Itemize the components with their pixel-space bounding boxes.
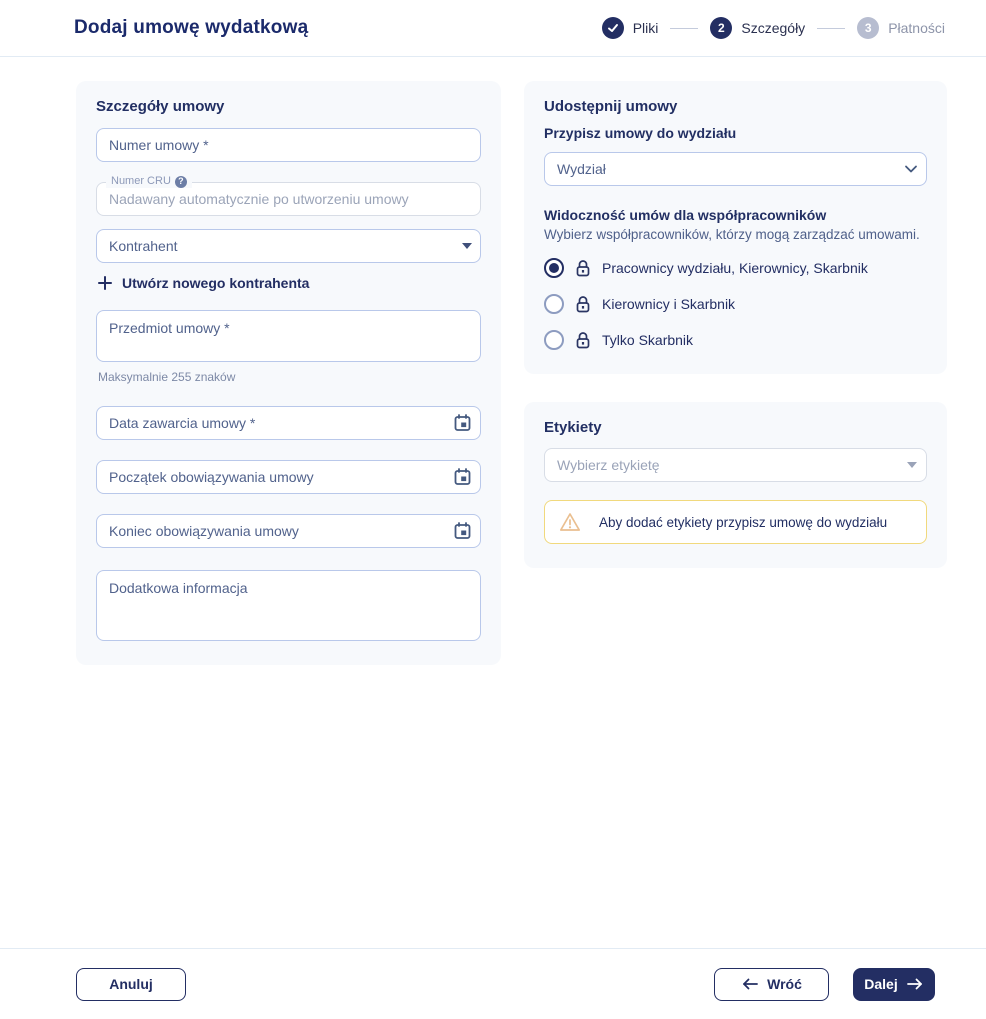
- contractor-select[interactable]: [96, 229, 481, 263]
- step-label: Pliki: [632, 20, 659, 36]
- cru-label-text: Numer CRU: [111, 175, 171, 187]
- warning-icon: [559, 512, 581, 532]
- radio-unselected: [544, 294, 564, 314]
- calendar-icon[interactable]: [453, 468, 472, 487]
- radio-unselected: [544, 330, 564, 350]
- radio-selected: [544, 258, 564, 278]
- page-title: Dodaj umowę wydatkową: [74, 17, 309, 38]
- contract-subject-input[interactable]: [96, 310, 481, 362]
- label-select: [544, 448, 927, 482]
- date-start-input[interactable]: [96, 460, 481, 494]
- check-icon: [602, 17, 624, 39]
- visibility-option-managers[interactable]: [544, 294, 927, 314]
- visibility-title: Widoczność umów dla współpracowników: [544, 207, 827, 223]
- step-label: Szczegóły: [741, 20, 806, 36]
- next-label: Dalej: [864, 976, 898, 992]
- visibility-hint: Wybierz współpracowników, którzy mogą zarządzać umowami.: [544, 227, 920, 242]
- department-select[interactable]: [544, 152, 927, 186]
- panel-title: Szczegóły umowy: [96, 98, 225, 115]
- header: [0, 0, 986, 57]
- assign-department-label: Przypisz umowy do wydziału: [544, 125, 737, 141]
- step-connector: [817, 28, 845, 29]
- step-label: Płatności: [888, 20, 945, 36]
- lock-icon: [575, 331, 591, 349]
- visibility-option-label: Kierownicy i Skarbnik: [602, 296, 736, 312]
- step-details[interactable]: [710, 17, 805, 39]
- right-column: [524, 81, 947, 568]
- step-payments[interactable]: [857, 17, 945, 39]
- label-select-placeholder: Wybierz etykietę: [557, 457, 660, 473]
- date-signed-input[interactable]: [96, 406, 481, 440]
- contract-number-input[interactable]: [96, 128, 481, 162]
- step-files[interactable]: [602, 17, 659, 39]
- date-end-input[interactable]: [96, 514, 481, 548]
- footer-action-bar: [0, 948, 986, 1019]
- visibility-option-treasurer[interactable]: [544, 330, 927, 350]
- cancel-button[interactable]: [76, 968, 186, 1001]
- back-label: Wróć: [767, 976, 802, 992]
- lock-icon: [575, 295, 591, 313]
- caret-down-icon[interactable]: [462, 243, 472, 249]
- create-contractor-link[interactable]: [98, 275, 481, 291]
- plus-icon: [98, 276, 112, 290]
- chevron-down-icon[interactable]: [904, 165, 918, 174]
- labels-warning-banner: [544, 500, 927, 544]
- panel-title: Udostępnij umowy: [544, 98, 678, 115]
- step-number-badge: 3: [857, 17, 879, 39]
- extra-info-input[interactable]: [96, 570, 481, 641]
- stepper: [602, 17, 945, 39]
- step-number-badge: 2: [710, 17, 732, 39]
- help-icon[interactable]: ?: [175, 176, 187, 188]
- contract-details-panel: [76, 81, 501, 665]
- warning-text: Aby dodać etykiety przypisz umowę do wydziału: [599, 514, 888, 530]
- cancel-label: Anuluj: [109, 976, 153, 992]
- visibility-option-label: Pracownicy wydziału, Kierownicy, Skarbnik: [602, 260, 868, 276]
- back-button[interactable]: [714, 968, 829, 1001]
- step-connector: [670, 28, 698, 29]
- main-content: [0, 57, 986, 948]
- calendar-icon[interactable]: [453, 522, 472, 541]
- arrow-left-icon: [741, 978, 758, 990]
- cru-number-label: [106, 175, 192, 188]
- panel-title: Etykiety: [544, 419, 602, 436]
- visibility-option-label: Tylko Skarbnik: [602, 332, 694, 348]
- next-button[interactable]: [853, 968, 935, 1001]
- caret-down-icon: [907, 462, 917, 468]
- arrow-right-icon: [907, 978, 924, 990]
- share-contracts-panel: [524, 81, 947, 374]
- calendar-icon[interactable]: [453, 414, 472, 433]
- labels-panel: [524, 402, 947, 568]
- lock-icon: [575, 259, 591, 277]
- footer-right-group: [714, 968, 935, 1001]
- subject-helper-text: Maksymalnie 255 znaków: [98, 370, 236, 384]
- visibility-option-all[interactable]: [544, 258, 927, 278]
- create-contractor-label: Utwórz nowego kontrahenta: [122, 275, 310, 291]
